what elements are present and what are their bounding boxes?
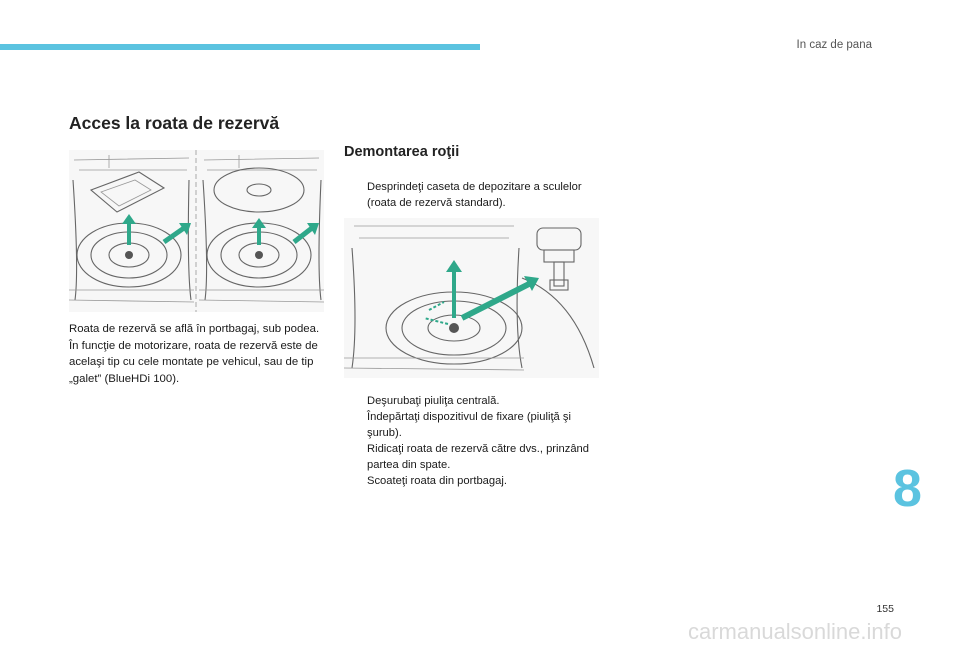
chapter-number: 8: [893, 460, 922, 518]
page-title: Acces la roata de rezervă: [69, 113, 280, 133]
list-item: [344, 473, 606, 489]
spare-wheel-access-illustration: [69, 150, 324, 312]
section-heading: Demontarea roţii: [344, 144, 460, 160]
list-item: [344, 179, 606, 211]
list-item-text: Deşurubaţi piuliţa centrală.: [367, 395, 500, 407]
spare-wheel-description: [69, 321, 327, 387]
list-item: [344, 393, 606, 409]
list-item-text: Ridicaţi roata de rezervă către dvs., prinzând partea din spate.: [367, 443, 589, 471]
list-item: [344, 409, 606, 441]
list-item-text: Desprindeţi caseta de depozitare a sculelor (roata de rezervă standard).: [367, 181, 582, 209]
step-list: [344, 393, 606, 489]
list-item-text: Îndepărtaţi dispozitivul de fixare (piuliţă şi şurub).: [367, 411, 571, 439]
section-title: In caz de pana: [796, 39, 872, 51]
step-list-intro: [344, 179, 606, 211]
description-line: Roata de rezervă se află în portbagaj, sub podea.: [69, 323, 320, 335]
wheel-removal-illustration: [344, 218, 599, 378]
list-item: [344, 441, 606, 473]
description-line: În funcţie de motorizare, roata de rezervă este de acelaşi tip cu cele montate pe vehicul, sau de tip „galet” (BlueHDi 100).: [69, 339, 318, 385]
list-item-text: Scoateţi roata din portbagaj.: [367, 475, 507, 487]
header-accent-bar: [0, 44, 480, 50]
watermark: carmanualsonline.info: [687, 619, 902, 644]
page-number: 155: [876, 603, 894, 615]
